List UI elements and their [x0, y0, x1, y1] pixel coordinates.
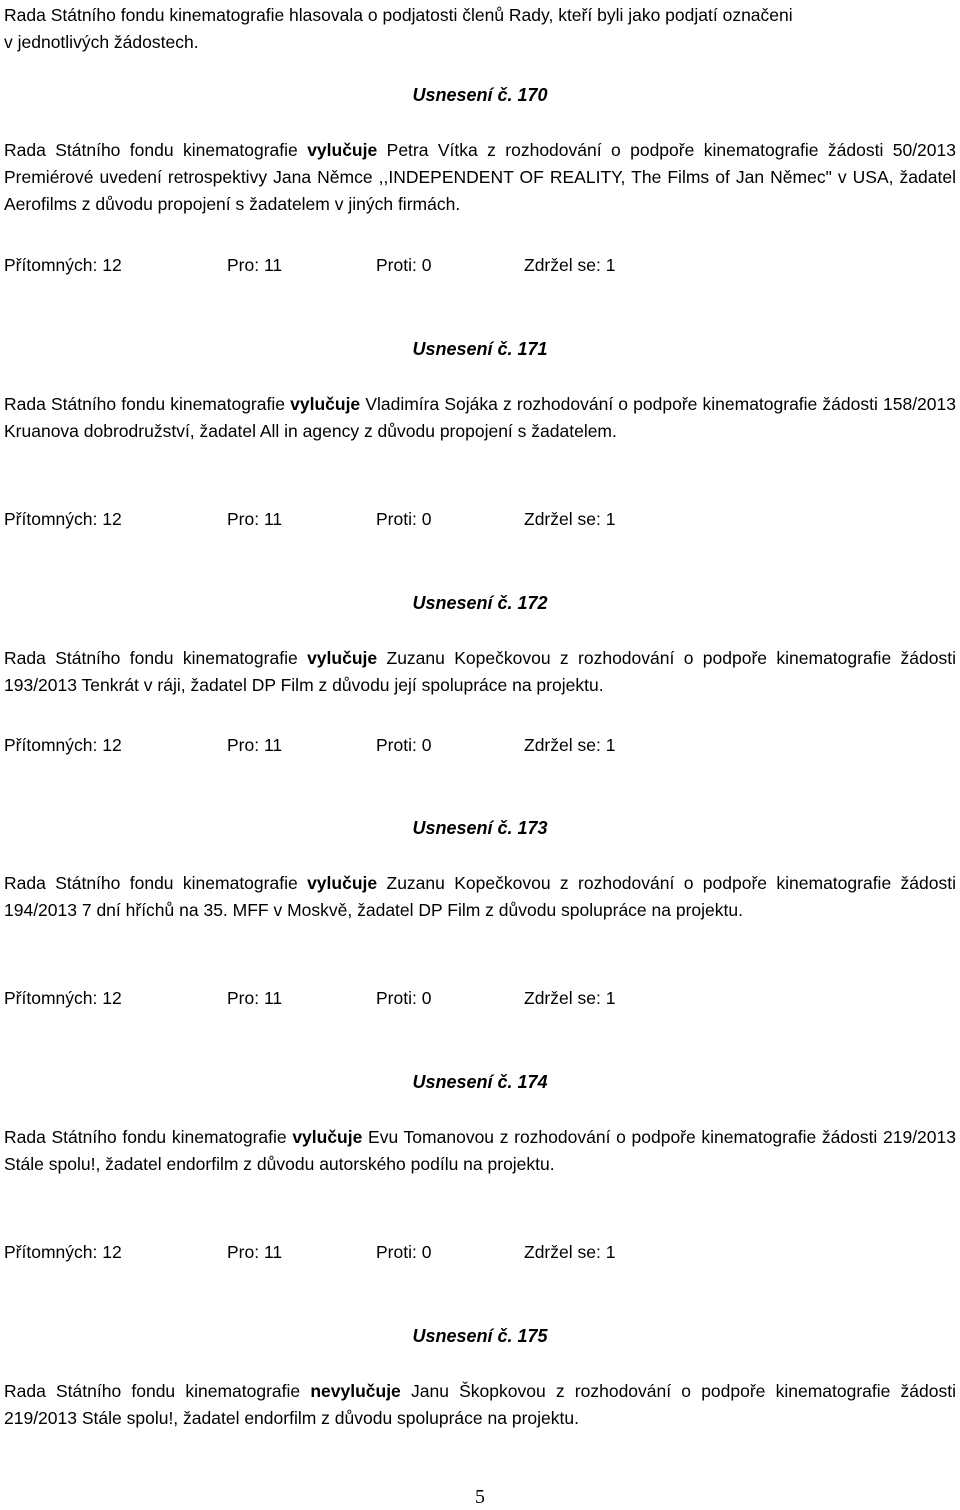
resolution-body	[4, 137, 956, 218]
resolution-prefix: Rada Státního fondu kinematografie	[4, 648, 298, 668]
resolution-body	[4, 870, 956, 924]
resolution-prefix: Rada Státního fondu kinematografie	[4, 873, 298, 893]
vote-proti: Proti: 0	[376, 255, 432, 275]
resolution-verb: nevylučuje	[310, 1381, 401, 1401]
vote-present: Přítomných: 12	[4, 1242, 122, 1262]
vote-abstained: Zdržel se: 1	[524, 988, 616, 1008]
resolution-text: Petra Vítka z rozhodování o podpoře kinematografie žádosti 50/2013 Premiérové uvedení retrospektivy Jana Němce ,,INDEPENDENT OF REALITY, The Films of Jan Němec" v USA, žadatel Aerofilms z důvodu propojení s žadatelem v jiných firmách.	[4, 140, 956, 214]
vote-present: Přítomných: 12	[4, 988, 122, 1008]
vote-pro: Pro: 11	[227, 509, 283, 529]
vote-proti: Proti: 0	[376, 1242, 432, 1262]
resolution-verb: vylučuje	[307, 140, 378, 160]
vote-abstained: Zdržel se: 1	[524, 735, 616, 755]
vote-present: Přítomných: 12	[4, 255, 122, 275]
resolution-heading: Usnesení č. 170	[412, 85, 548, 105]
intro-paragraph	[4, 2, 956, 56]
page-number: 5	[475, 1486, 485, 1508]
vote-abstained: Zdržel se: 1	[524, 255, 616, 275]
intro-line-1: Rada Státního fondu kinematografie hlasovala o podjatosti členů Rady, kteří byli jako podjatí označeni	[4, 5, 793, 25]
resolution-prefix: Rada Státního fondu kinematografie	[4, 1381, 301, 1401]
resolution-heading: Usnesení č. 174	[412, 1072, 548, 1092]
vote-proti: Proti: 0	[376, 509, 432, 529]
vote-pro: Pro: 11	[227, 988, 283, 1008]
resolution-verb: vylučuje	[307, 648, 378, 668]
resolution-text: Evu Tomanovou z rozhodování o podpoře kinematografie žádosti 219/2013 Stále spolu!, žadatel endorfilm z důvodu autorského podílu na projektu.	[4, 1127, 956, 1174]
vote-pro: Pro: 11	[227, 735, 283, 755]
resolution-verb: vylučuje	[290, 394, 361, 414]
vote-present: Přítomných: 12	[4, 735, 122, 755]
resolution-prefix: Rada Státního fondu kinematografie	[4, 140, 298, 160]
vote-pro: Pro: 11	[227, 255, 283, 275]
resolution-verb: vylučuje	[292, 1127, 363, 1147]
resolution-body	[4, 1378, 956, 1432]
intro-line-2: v jednotlivých žádostech.	[4, 32, 199, 52]
vote-proti: Proti: 0	[376, 735, 432, 755]
resolution-text: Vladimíra Sojáka z rozhodování o podpoře kinematografie žádosti 158/2013 Kruanova dobrodružství, žadatel All in agency z důvodu propojení s žadatelem.	[4, 394, 956, 441]
vote-pro: Pro: 11	[227, 1242, 283, 1262]
resolution-prefix: Rada Státního fondu kinematografie	[4, 1127, 287, 1147]
resolution-heading: Usnesení č. 175	[412, 1326, 548, 1346]
vote-proti: Proti: 0	[376, 988, 432, 1008]
resolution-heading: Usnesení č. 172	[412, 593, 548, 613]
resolution-heading: Usnesení č. 173	[412, 818, 548, 838]
resolution-prefix: Rada Státního fondu kinematografie	[4, 394, 285, 414]
resolution-verb: vylučuje	[307, 873, 378, 893]
resolution-body	[4, 1124, 956, 1178]
resolution-text: Zuzanu Kopečkovou z rozhodování o podpoře kinematografie žádosti 194/2013 7 dní hříchů na 35. MFF v Moskvě, žadatel DP Film z důvodu spolupráce na projektu.	[4, 873, 956, 920]
vote-abstained: Zdržel se: 1	[524, 1242, 616, 1262]
vote-present: Přítomných: 12	[4, 509, 122, 529]
resolution-body	[4, 391, 956, 445]
resolution-text: Janu Škopkovou z rozhodování o podpoře kinematografie žádosti 219/2013 Stále spolu!, žadatel endorfilm z důvodu spolupráce na projektu.	[4, 1381, 956, 1428]
resolution-text: Zuzanu Kopečkovou z rozhodování o podpoře kinematografie žádosti 193/2013 Tenkrát v ráji, žadatel DP Film z důvodu její spolupráce na projektu.	[4, 648, 956, 695]
resolution-heading: Usnesení č. 171	[412, 339, 548, 359]
vote-abstained: Zdržel se: 1	[524, 509, 616, 529]
resolution-body	[4, 645, 956, 699]
